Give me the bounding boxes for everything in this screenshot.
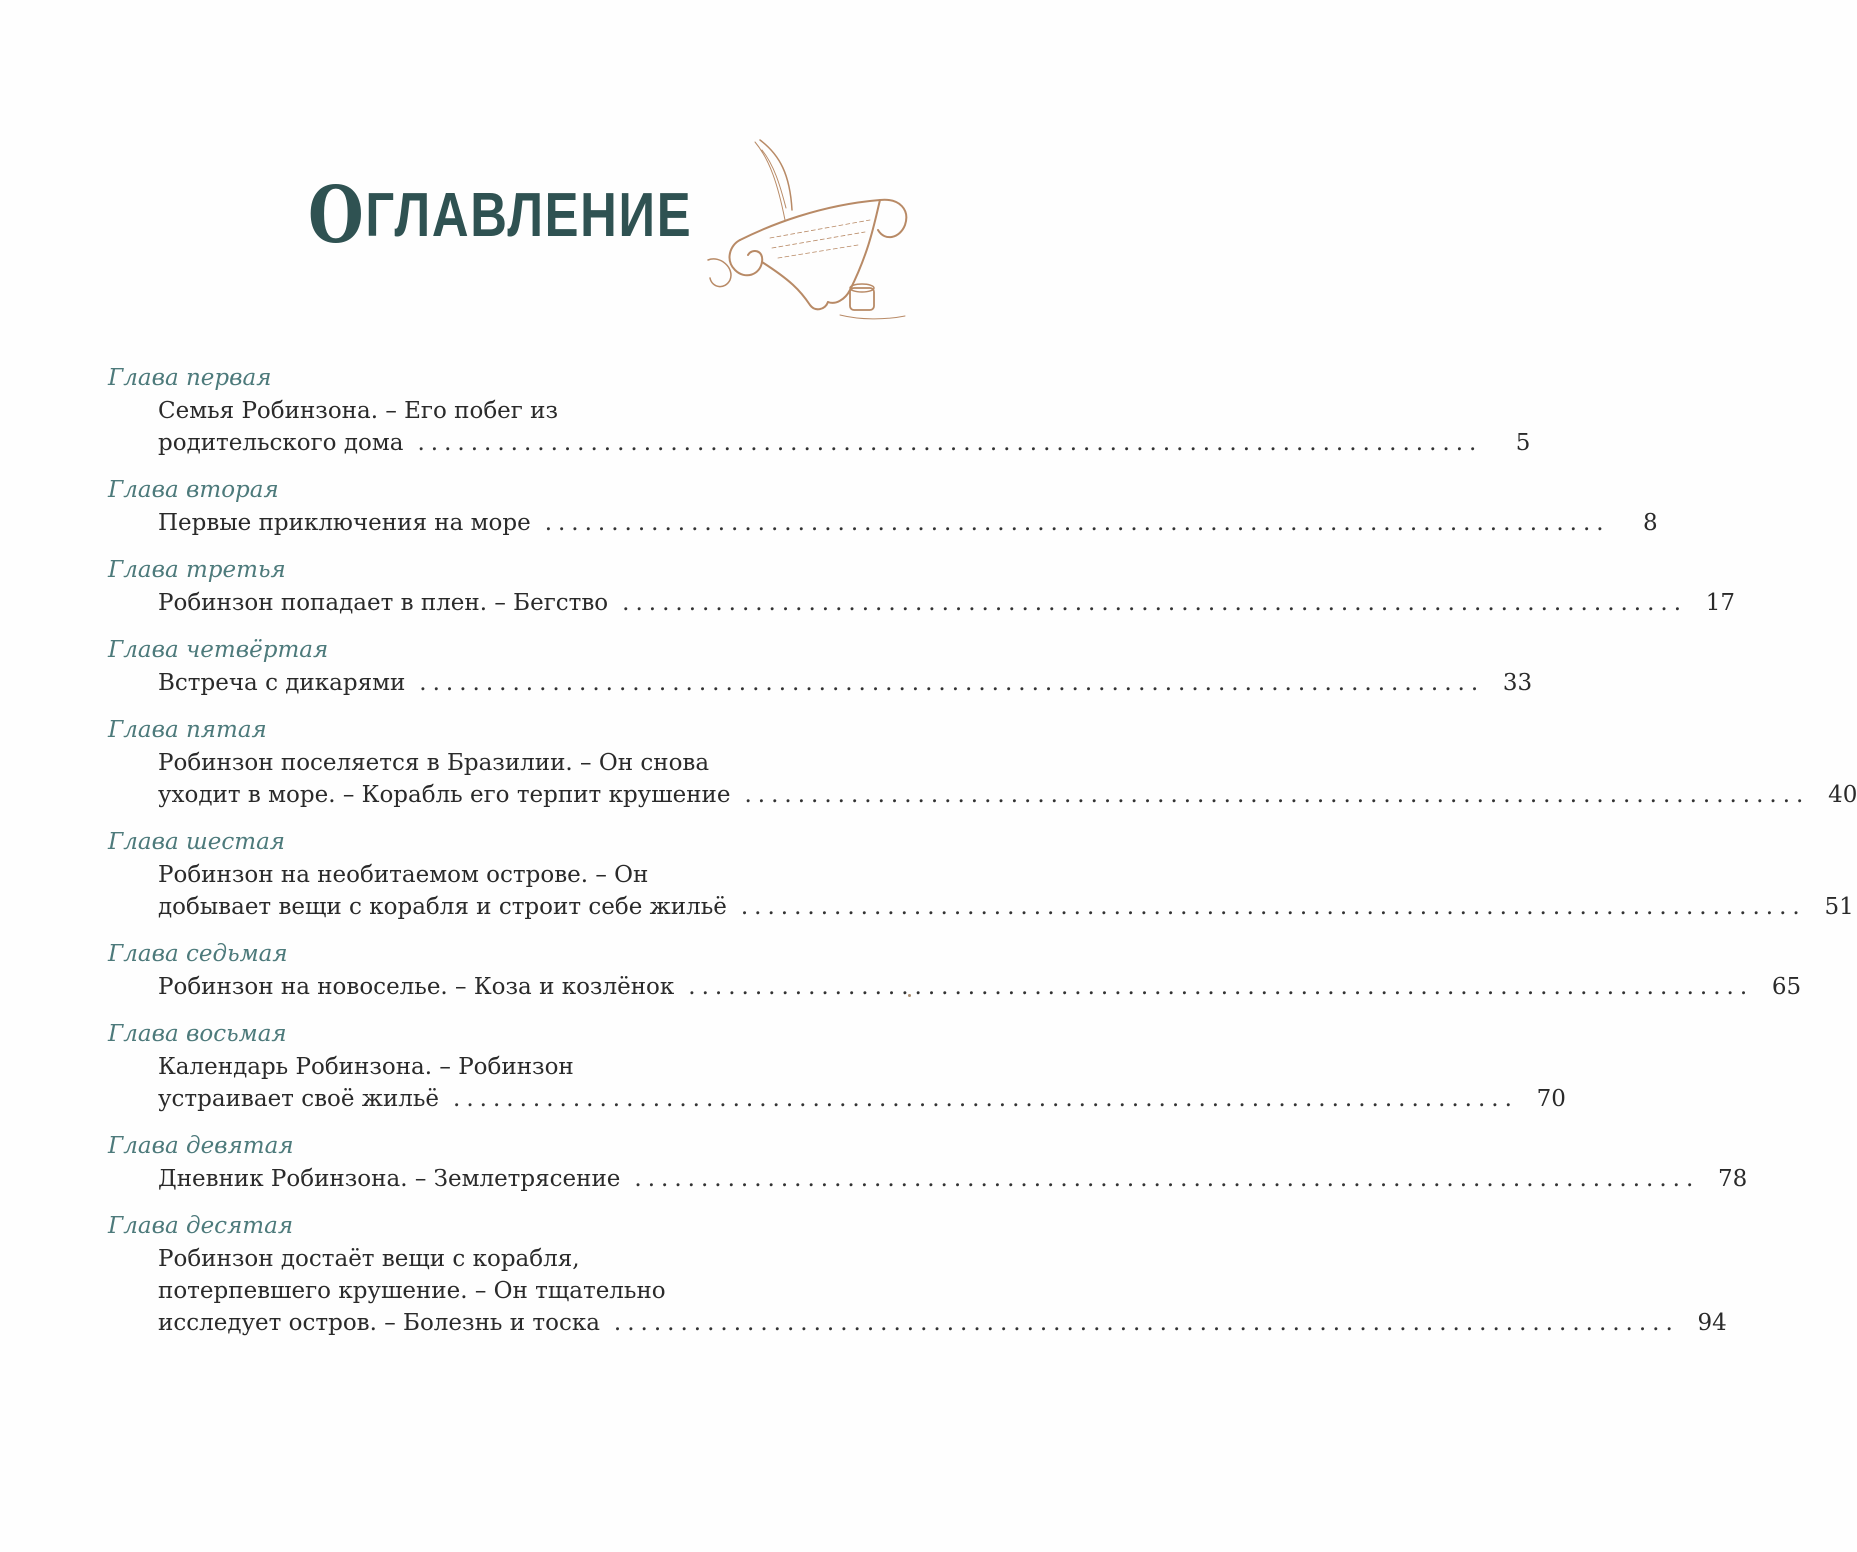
chapter-title-line: Дневник Робинзона. – Землетрясение xyxy=(158,1166,621,1192)
chapter-label: Глава вторая xyxy=(108,477,279,503)
chapter-title-line: Календарь Робинзона. – Робинзон xyxy=(158,1054,574,1080)
chapter-title-line: Встреча с дикарями xyxy=(158,670,406,696)
toc-chapter xyxy=(108,827,1854,923)
chapter-label: Глава четвёртая xyxy=(108,637,329,663)
chapter-entry xyxy=(158,1163,1748,1195)
chapter-title-line: исследует остров. – Болезнь и тоска xyxy=(158,1310,600,1336)
toc-chapter xyxy=(108,715,1857,811)
page-title xyxy=(308,170,692,261)
chapter-title-line: Робинзон на новоселье. – Коза и козлёнок xyxy=(158,974,675,1000)
chapter-title-final-line xyxy=(158,891,1854,923)
page-number: 5 xyxy=(1515,430,1531,456)
toc-chapter xyxy=(108,475,1658,539)
chapter-title-final-line xyxy=(158,1083,1566,1115)
toc-chapter xyxy=(108,939,1802,1003)
chapter-title-line: Первые приключения на море xyxy=(158,510,531,536)
chapter-title-line: родительского дома xyxy=(158,430,404,456)
title-rest: ГЛАВЛЕНИЕ xyxy=(365,181,693,250)
chapter-label: Глава восьмая xyxy=(108,1021,287,1047)
page-number: 8 xyxy=(1642,510,1658,536)
leader-dots: ................................................................................ xyxy=(544,510,1610,536)
chapter-title-line: добывает вещи с корабля и строит себе жильё xyxy=(158,894,727,920)
table-of-contents xyxy=(108,363,1857,1355)
chapter-title-line: уходит в море. – Корабль его терпит крушение xyxy=(158,782,731,808)
chapter-title-line: Робинзон поселяется в Бразилии. – Он снова xyxy=(158,750,710,776)
page-number: 17 xyxy=(1705,590,1736,616)
chapter-title-line: устраивает своё жильё xyxy=(158,1086,440,1112)
title-initial: О xyxy=(308,170,366,261)
leader-dots: ................................................................................ xyxy=(744,782,1810,808)
page-number: 65 xyxy=(1771,974,1802,1000)
chapter-title-line: Робинзон достаёт вещи с корабля, xyxy=(158,1246,580,1272)
leader-dots: ................................................................................ xyxy=(688,974,1754,1000)
chapter-title-final-line xyxy=(158,667,1533,699)
leader-dots: ................................................................................ xyxy=(740,894,1806,920)
leader-dots: ................................................................................ xyxy=(419,670,1485,696)
chapter-entry xyxy=(158,1243,1727,1339)
leader-dots: ................................................................................ xyxy=(613,1310,1679,1336)
chapter-entry xyxy=(158,1051,1566,1115)
chapter-title-final-line xyxy=(158,779,1857,811)
toc-chapter xyxy=(108,1019,1566,1115)
chapter-label: Глава пятая xyxy=(108,717,267,743)
page-number: 94 xyxy=(1697,1310,1727,1336)
page-number: 78 xyxy=(1718,1166,1748,1192)
chapter-title-line: Семья Робинзона. – Его побег из xyxy=(158,398,559,424)
page-number: 70 xyxy=(1536,1086,1566,1112)
scroll-quill-illustration xyxy=(700,130,920,330)
toc-chapter xyxy=(108,555,1736,619)
toc-chapter xyxy=(108,363,1531,459)
chapter-title-line: Робинзон попадает в плен. – Бегство xyxy=(158,590,609,616)
chapter-title-line: Робинзон на необитаемом острове. – Он xyxy=(158,862,649,888)
leader-dots: ................................................................................ xyxy=(453,1086,1518,1112)
chapter-entry xyxy=(158,395,1531,459)
chapter-label: Глава десятая xyxy=(108,1213,294,1239)
chapter-title-final-line xyxy=(158,1163,1748,1195)
chapter-entry xyxy=(158,587,1736,619)
toc-chapter xyxy=(108,1211,1727,1339)
chapter-entry xyxy=(158,667,1533,699)
page-number: 40 xyxy=(1828,782,1857,808)
toc-chapter xyxy=(108,635,1533,699)
leader-dots: ................................................................................ xyxy=(622,590,1688,616)
toc-chapter xyxy=(108,1131,1748,1195)
chapter-title-final-line xyxy=(158,427,1531,459)
chapter-title-line: потерпевшего крушение. – Он тщательно xyxy=(158,1278,666,1304)
chapter-entry xyxy=(158,507,1658,539)
leader-dots: ................................................................................ xyxy=(634,1166,1700,1192)
page-number: 33 xyxy=(1502,670,1533,696)
chapter-title-final-line xyxy=(158,507,1658,539)
chapter-entry xyxy=(158,747,1857,811)
chapter-title-final-line xyxy=(158,1307,1727,1339)
leader-dots: ................................................................................ xyxy=(417,430,1483,456)
chapter-entry xyxy=(158,859,1854,923)
page-number: 51 xyxy=(1824,894,1854,920)
chapter-entry xyxy=(158,971,1802,1003)
chapter-label: Глава седьмая xyxy=(108,941,288,967)
chapter-title-final-line xyxy=(158,971,1802,1003)
chapter-label: Глава первая xyxy=(108,365,272,391)
chapter-label: Глава девятая xyxy=(108,1133,294,1159)
chapter-label: Глава шестая xyxy=(108,829,286,855)
chapter-label: Глава третья xyxy=(108,557,286,583)
chapter-title-final-line xyxy=(158,587,1736,619)
